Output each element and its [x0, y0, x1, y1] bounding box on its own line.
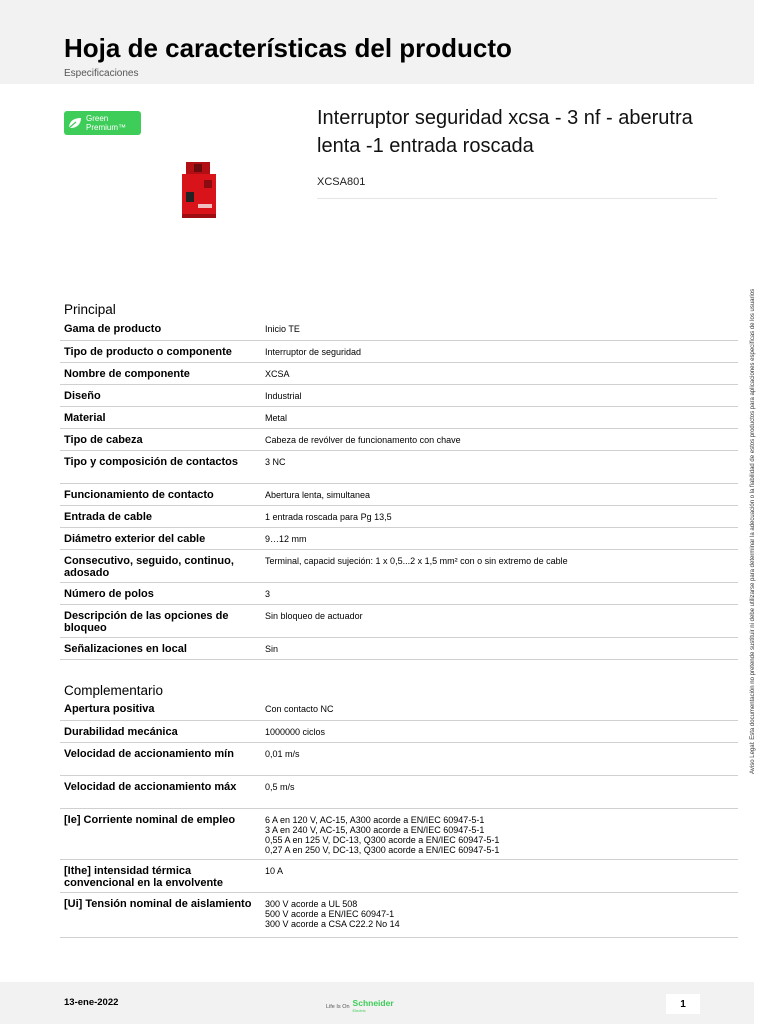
brand-main: Schneider	[352, 998, 394, 1008]
spec-table-complementary	[60, 698, 738, 938]
spec-value	[261, 340, 738, 362]
spec-value-line: Sin	[265, 643, 279, 654]
badge-line1: Green	[86, 114, 109, 123]
spec-value-line: Interruptor de seguridad	[265, 346, 362, 357]
spec-row	[60, 505, 738, 527]
legal-notice: Aviso Legal: Esta documentación no pretende sustituir ni debe utilizarse para determinar la adecuación o la fiabilidad de estos productos para aplicaciones específicas de los usuarios	[750, 288, 756, 774]
spec-value-line: 0,27 A en 250 V, DC-13, Q300 acorde a EN/IEC 60947-5-1	[265, 844, 500, 855]
spec-row	[60, 527, 738, 549]
spec-value	[261, 720, 738, 742]
spec-row	[60, 318, 738, 340]
spec-label: [Ui] Tensión nominal de aislamiento	[60, 892, 261, 937]
spec-value-line: Cabeza de revólver de funcionamento con chave	[265, 434, 461, 445]
spec-label: Material	[60, 406, 261, 428]
spec-value	[261, 892, 738, 937]
spec-value	[261, 549, 738, 582]
spec-label: Consecutivo, seguido, continuo, adosado	[60, 549, 261, 582]
spec-row	[60, 582, 738, 604]
spec-row	[60, 406, 738, 428]
spec-label: Durabilidad mecánica	[60, 720, 261, 742]
spec-value-line: Abertura lenta, simultanea	[265, 489, 371, 500]
spec-value-line: 300 V acorde a CSA C22.2 No 14	[265, 918, 400, 929]
badge-line2: Premium™	[86, 123, 127, 132]
spec-label: Velocidad de accionamiento mín	[60, 742, 261, 775]
spec-label: Diámetro exterior del cable	[60, 527, 261, 549]
spec-value-line: 3 NC	[265, 456, 286, 467]
spec-row	[60, 604, 738, 637]
footer-date: 13-ene-2022	[64, 997, 119, 1008]
green-premium-badge	[64, 111, 141, 135]
spec-value-line: Terminal, capacid sujeción: 1 x 0,5...2 x 1,5 mm² con o sin extremo de cable	[265, 555, 568, 566]
spec-value	[261, 742, 738, 775]
spec-row	[60, 549, 738, 582]
spec-value	[261, 384, 738, 406]
brand-name	[353, 999, 394, 1015]
section-title-main: Principal	[64, 302, 116, 317]
spec-value-line: XCSA	[265, 368, 290, 379]
spec-value	[261, 318, 738, 340]
spec-value-line: 10 A	[265, 865, 284, 876]
spec-value	[261, 859, 738, 892]
product-code: XCSA801	[317, 176, 366, 188]
green-premium-leaf-icon	[64, 111, 86, 135]
spec-value	[261, 406, 738, 428]
spec-label: Funcionamiento de contacto	[60, 483, 261, 505]
spec-value-line: 6 A en 120 V, AC-15, A300 acorde a EN/IEC 60947-5-1	[265, 814, 485, 825]
spec-row	[60, 859, 738, 892]
spec-row	[60, 892, 738, 937]
spec-row	[60, 483, 738, 505]
spec-label: Diseño	[60, 384, 261, 406]
spec-label: Gama de producto	[60, 318, 261, 340]
page-number: 1	[666, 994, 700, 1014]
page-title: Hoja de características del producto	[64, 33, 512, 63]
spec-label: Entrada de cable	[60, 505, 261, 527]
spec-label: Número de polos	[60, 582, 261, 604]
spec-label: Velocidad de accionamiento máx	[60, 775, 261, 808]
spec-row	[60, 340, 738, 362]
spec-label: Apertura positiva	[60, 698, 261, 720]
spec-value	[261, 637, 738, 659]
spec-value-line: 3 A en 240 V, AC-15, A300 acorde a EN/IEC 60947-5-1	[265, 824, 485, 835]
spec-row	[60, 428, 738, 450]
spec-value-line: 9…12 mm	[265, 533, 307, 544]
spec-label: Tipo de cabeza	[60, 428, 261, 450]
spec-label: Nombre de componente	[60, 362, 261, 384]
spec-label: [Ie] Corriente nominal de empleo	[60, 808, 261, 859]
spec-value-line: Inicio TE	[265, 324, 300, 334]
spec-table-main	[60, 318, 738, 660]
page-header	[0, 0, 754, 84]
spec-value-line: Con contacto NC	[265, 704, 334, 714]
spec-value	[261, 775, 738, 808]
spec-row	[60, 450, 738, 483]
spec-label: Tipo de producto o componente	[60, 340, 261, 362]
spec-row	[60, 720, 738, 742]
spec-value-line: 500 V acorde a EN/IEC 60947-1	[265, 908, 395, 919]
spec-row	[60, 698, 738, 720]
page-subtitle: Especificaciones	[64, 68, 139, 79]
section-title-complementary: Complementario	[64, 683, 164, 698]
brand-sub: Electric	[352, 1008, 366, 1013]
spec-value-line: Industrial	[265, 390, 302, 401]
green-premium-text	[86, 114, 126, 132]
spec-label: Tipo y composición de contactos	[60, 450, 261, 483]
spec-value	[261, 505, 738, 527]
product-title: Interruptor seguridad xcsa - 3 nf - aberutra lenta -1 entrada roscada	[317, 107, 693, 157]
life-is-on-text: Life Is On	[326, 1004, 350, 1010]
spec-value-line: 0,55 A en 125 V, DC-13, Q300 acorde a EN/IEC 60947-5-1	[265, 834, 500, 845]
page-footer	[0, 982, 754, 1024]
spec-value	[261, 428, 738, 450]
schneider-logo	[326, 999, 394, 1015]
spec-row	[60, 742, 738, 775]
spec-row	[60, 362, 738, 384]
product-photo	[180, 160, 220, 220]
spec-value-line: 1000000 ciclos	[265, 726, 326, 737]
spec-label: [Ithe] intensidad térmica convencional en la envolvente	[60, 859, 261, 892]
spec-value-line: Sin bloqueo de actuador	[265, 610, 363, 621]
spec-value	[261, 698, 738, 720]
spec-label: Descripción de las opciones de bloqueo	[60, 604, 261, 637]
spec-value-line: 3	[265, 588, 271, 599]
spec-value	[261, 527, 738, 549]
spec-value	[261, 808, 738, 859]
spec-value	[261, 362, 738, 384]
spec-row	[60, 384, 738, 406]
spec-value	[261, 483, 738, 505]
spec-value-line: 0,5 m/s	[265, 781, 295, 792]
spec-label: Señalizaciones en local	[60, 637, 261, 659]
spec-value	[261, 604, 738, 637]
spec-row	[60, 637, 738, 659]
spec-value-line: Metal	[265, 412, 288, 423]
spec-row	[60, 808, 738, 859]
spec-value-line: 0,01 m/s	[265, 748, 300, 759]
divider	[317, 198, 717, 199]
spec-value	[261, 450, 738, 483]
spec-value	[261, 582, 738, 604]
spec-value-line: 1 entrada roscada para Pg 13,5	[265, 511, 392, 522]
spec-value-line: 300 V acorde a UL 508	[265, 898, 358, 909]
spec-row	[60, 775, 738, 808]
